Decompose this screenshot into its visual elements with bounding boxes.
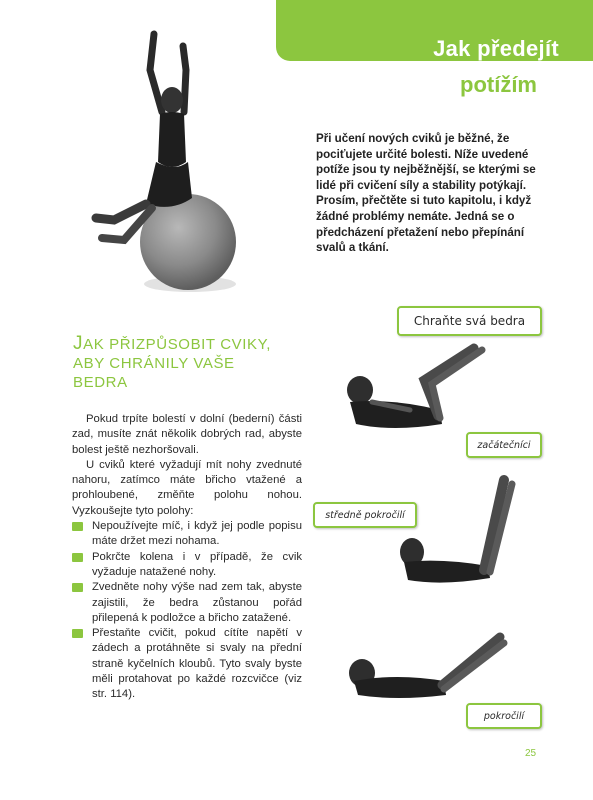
photo-woman-kneeling-on-ball	[80, 22, 260, 307]
list-item: Nepoužívejte míč, i když jej podle popisu máte držet mezi nohama.	[72, 519, 302, 550]
photo-exercise-intermediate	[392, 470, 532, 590]
intro-paragraph: Při učení nových cviků je běžné, že pociťujete určité bolesti. Níže uvedené potíže jsou ty nejběžnější, se kterými se lidé při cvičení síly a stability potýkají. Prosím, přečtěte si tuto kapitolu, i když žádné problémy nemáte. Jedná se o předcházení přetažení nebo přepínání svalů a tkání.	[316, 132, 536, 255]
chapter-title-line1: Jak předejít	[433, 36, 559, 61]
bullet-square-icon	[72, 629, 83, 638]
chapter-title-line2: potížím	[460, 72, 537, 97]
section-title	[73, 334, 313, 392]
label-intermediate: středně pokročilí	[313, 502, 417, 528]
photo-exercise-beginner	[332, 340, 492, 440]
label-protect-lower-back: Chraňte svá bedra	[397, 306, 542, 336]
list-item: Přestaňte cvičit, pokud cítíte napětí v zádech a protáhněte si svaly na přední straně kyčelních kloubů. Tyto svaly byste měli protahovat po každé rozcvičce (viz str. 114).	[72, 626, 302, 702]
tips-list	[72, 519, 302, 703]
section-title-line3: BEDRA	[73, 374, 128, 391]
body-paragraph-1: Pokud trpíte bolestí v dolní (bederní) části zad, musíte znát několik dobrých rad, abyste bolest ještě nezhoršovali.	[72, 413, 302, 456]
body-text	[72, 412, 302, 703]
page-number: 25	[525, 748, 537, 759]
list-item: Zvedněte nohy výše nad zem tak, abyste zajistili, že bedra zůstanou pořád přilepená k podložce a břicho zatažené.	[72, 580, 302, 626]
bullet-square-icon	[72, 522, 83, 531]
label-advanced: pokročilí	[466, 703, 542, 729]
list-item: Pokrčte kolena i v případě, že cvik vyžaduje natažené nohy.	[72, 550, 302, 581]
bullet-square-icon	[72, 553, 83, 562]
section-title-initial: J	[73, 333, 84, 354]
bullet-square-icon	[72, 583, 83, 592]
section-title-line1: AK PŘIZPŮSOBIT CVIKY,	[83, 336, 272, 353]
section-title-line2: ABY CHRÁNILY VAŠE	[73, 355, 235, 372]
body-paragraph-2: U cviků které vyžadují mít nohy zvednuté nahoru, zatímco máte břicho vtažené a prohloubené, změňte polohu nohou. Vyzkoušejte tyto polohy:	[72, 458, 302, 517]
photo-exercise-advanced	[340, 625, 510, 700]
label-beginner: začátečníci	[466, 432, 542, 458]
